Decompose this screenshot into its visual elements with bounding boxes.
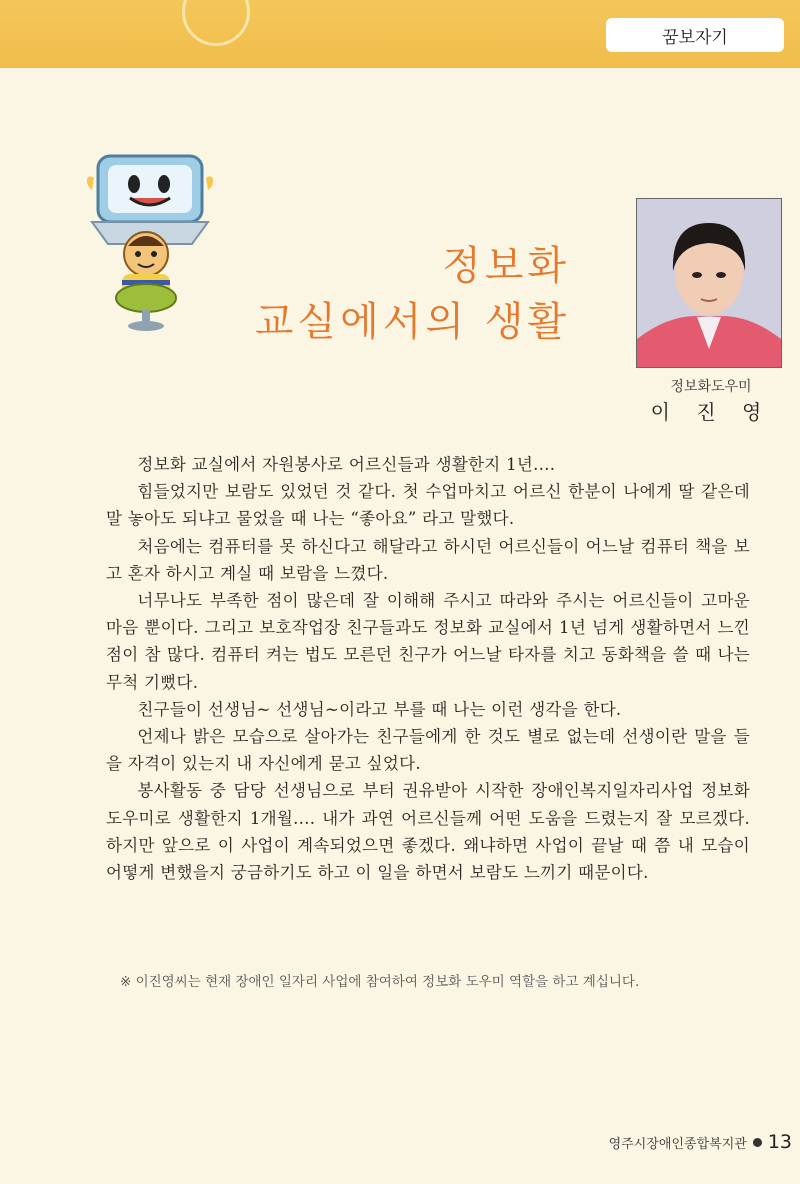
portrait-image — [637, 199, 781, 367]
footnote: ※ 이진영씨는 현재 장애인 일자리 사업에 참여하여 정보화 도우미 역할을 하고 계십니다. — [120, 974, 640, 990]
paragraph: 언제나 밝은 모습으로 살아가는 친구들에게 한 것도 별로 없는데 선생이란 말을 들을 자격이 있는지 내 자신에게 묻고 싶었다. — [106, 727, 750, 774]
footer-org: 영주시장애인종합복지관 — [608, 1136, 747, 1152]
title-line-2: 교실에서의 생활 — [254, 299, 570, 345]
computer-mascot-illustration — [84, 150, 216, 332]
paragraph: 봉사활동 중 담당 선생님으로 부터 권유받아 시작한 장애인복지일자리사업 정보화도우미로 생활한지 1개월.... 내가 과연 어르신들께 어떤 도움을 드렸는지 잘 모르겠다. 하지만 앞으로 이 사업이 계속되었으면 좋겠다. 왜냐하면 사업이 끝날 때 쯤 내 모습이 어떻게 변했을지 궁금하기도 하고 이 일을 하면서 보람도 느끼기 때문이다. — [106, 781, 750, 883]
paragraph: 힘들었지만 보람도 있었던 것 같다. 첫 수업마치고 어르신 한분이 나에게 딸 같은데 말 놓아도 되냐고 물었을 때 나는 “좋아요” 라고 말했다. — [106, 482, 750, 529]
page-footer — [609, 1131, 792, 1153]
author-photo — [636, 198, 782, 368]
section-tab — [606, 18, 784, 52]
paragraph: 처음에는 컴퓨터를 못 하신다고 해달라고 하시던 어르신들이 어느날 컴퓨터 책을 보고 혼자 하시고 계실 때 보람을 느꼈다. — [106, 536, 750, 583]
article-body — [106, 451, 750, 886]
bullet-icon — [753, 1138, 762, 1147]
section-label: 꿈보자기 — [662, 27, 728, 48]
circle-decoration-icon — [182, 0, 250, 46]
paragraph: 친구들이 선생님~ 선생님~이라고 부를 때 나는 이런 생각을 한다. — [137, 699, 622, 719]
title-line-1: 정보화 — [442, 243, 570, 289]
page-number: 13 — [767, 1131, 792, 1153]
article-title — [250, 238, 570, 350]
paragraph: 너무나도 부족한 점이 많은데 잘 이해해 주시고 따라와 주시는 어르신들이 고마운 마음 뿐이다. 그리고 보호작업장 친구들과도 정보화 교실에서 1년 넘게 생활하면서 느낀점이 참 많다. 컴퓨터 켜는 법도 모른던 친구가 어느날 타자를 치고 동화책을 쓸 때 나는 무척 기뻤다. — [106, 591, 750, 692]
header-band — [0, 0, 800, 68]
paragraph: 정보화 교실에서 자원봉사로 어르신들과 생활한지 1년.... — [137, 455, 556, 474]
author-name: 이 진 영 — [650, 400, 772, 424]
author-role: 정보화도우미 — [670, 379, 752, 395]
